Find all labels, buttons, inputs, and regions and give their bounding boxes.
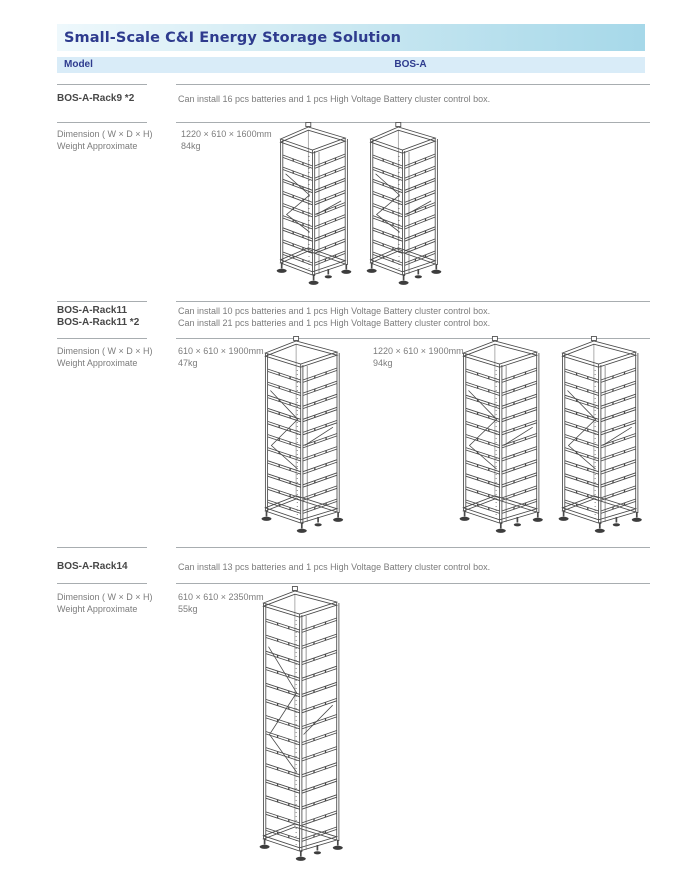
weight-value: 47kg <box>178 357 198 368</box>
weight-label: Weight Approximate <box>57 603 138 614</box>
dimension-weight-values <box>178 592 264 615</box>
rack-isometric-drawing <box>455 336 550 536</box>
weight-label: Weight Approximate <box>57 140 138 151</box>
model-name <box>57 305 139 328</box>
rack11-single-drawing <box>257 336 350 536</box>
divider <box>57 122 147 123</box>
model-name <box>57 93 134 105</box>
model-name-line: BOS-A-Rack14 <box>57 561 128 572</box>
weight-value: 55kg <box>178 603 198 614</box>
rack14-drawing <box>255 586 350 864</box>
divider <box>57 301 147 302</box>
dimension-value: 610 × 610 × 1900mm <box>178 346 264 356</box>
dimension-weight-labels <box>57 346 153 369</box>
description-line: Can install 13 pcs batteries and 1 pcs High Voltage Battery cluster control box. <box>178 562 491 572</box>
model-name <box>57 561 128 573</box>
dimension-value: 1220 × 610 × 1600mm <box>181 129 272 139</box>
dimension-weight-values <box>181 129 272 152</box>
rack-isometric-drawing <box>554 336 649 536</box>
divider <box>57 338 147 339</box>
table-header-row <box>57 57 645 73</box>
rack-isometric-drawing <box>273 122 357 288</box>
dimension-label: Dimension ( W × D × H) <box>57 592 153 602</box>
model-description <box>178 94 490 106</box>
column-header-product: BOS-A <box>394 59 427 70</box>
dimension-label: Dimension ( W × D × H) <box>57 129 153 139</box>
dimension-weight-values <box>373 346 464 369</box>
divider <box>176 583 650 584</box>
weight-value: 84kg <box>181 140 201 151</box>
weight-value: 94kg <box>373 357 393 368</box>
dimension-value: 1220 × 610 × 1900mm <box>373 346 464 356</box>
weight-label: Weight Approximate <box>57 357 138 368</box>
page-title-bar <box>57 24 645 51</box>
rack-isometric-drawing <box>255 586 350 864</box>
model-name-line: BOS-A-Rack9 *2 <box>57 93 135 104</box>
dimension-weight-values <box>178 346 264 369</box>
description-line: Can install 21 pcs batteries and 1 pcs High Voltage Battery cluster control box. <box>178 317 491 328</box>
divider <box>57 84 147 85</box>
dimension-weight-labels <box>57 129 153 152</box>
dimension-weight-labels <box>57 592 153 615</box>
rack-isometric-drawing <box>363 122 447 288</box>
dimension-label: Dimension ( W × D × H) <box>57 346 153 356</box>
divider <box>57 547 147 548</box>
description-line: Can install 10 pcs batteries and 1 pcs High Voltage Battery cluster control box. <box>178 306 491 316</box>
rack9-drawing-group <box>273 122 447 288</box>
description-line: Can install 16 pcs batteries and 1 pcs High Voltage Battery cluster control box. <box>178 94 491 104</box>
page-title: Small-Scale C&I Energy Storage Solution <box>64 29 402 46</box>
divider <box>57 583 147 584</box>
model-name-line: BOS-A-Rack11 <box>57 305 128 316</box>
model-name-line: BOS-A-Rack11 *2 <box>57 316 140 328</box>
divider <box>176 84 650 85</box>
divider <box>176 547 650 548</box>
model-description <box>178 562 490 574</box>
divider <box>176 301 650 302</box>
rack11-double-drawing-group <box>455 336 649 536</box>
rack-isometric-drawing <box>257 336 350 536</box>
model-description <box>178 306 490 329</box>
column-header-model: Model <box>64 59 93 70</box>
dimension-value: 610 × 610 × 2350mm <box>178 592 264 602</box>
